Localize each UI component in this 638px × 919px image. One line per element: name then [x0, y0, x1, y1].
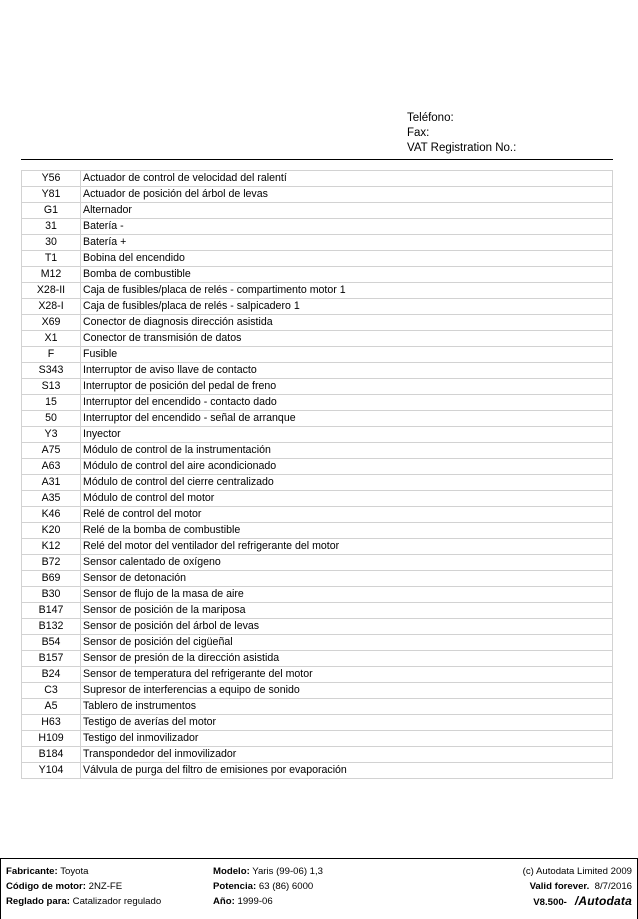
reglado-value: Catalizador regulado: [72, 896, 162, 907]
component-description: Válvula de purga del filtro de emisiones por evaporación: [81, 763, 613, 779]
component-code: F: [22, 347, 81, 363]
table-row: [22, 219, 613, 235]
component-code: B54: [22, 635, 81, 651]
table-row: [22, 443, 613, 459]
component-description: Batería +: [81, 235, 613, 251]
codigo-label: Código de motor:: [6, 881, 86, 892]
table-row: [22, 699, 613, 715]
component-description: Módulo de control del cierre centralizado: [81, 475, 613, 491]
table-row: [22, 523, 613, 539]
table-row: [22, 747, 613, 763]
component-description: Sensor de detonación: [81, 571, 613, 587]
component-code: X28-I: [22, 299, 81, 315]
component-code: X69: [22, 315, 81, 331]
table-row: [22, 555, 613, 571]
component-code: K20: [22, 523, 81, 539]
component-description: Tablero de instrumentos: [81, 699, 613, 715]
table-row: [22, 507, 613, 523]
table-row: [22, 459, 613, 475]
contact-block: [407, 111, 516, 156]
component-description: Sensor de flujo de la masa de aire: [81, 587, 613, 603]
fabricante-label: Fabricante:: [6, 866, 58, 877]
component-description: Supresor de interferencias a equipo de sonido: [81, 683, 613, 699]
component-description: Caja de fusibles/placa de relés - compartimento motor 1: [81, 283, 613, 299]
component-code: 15: [22, 395, 81, 411]
component-code: S343: [22, 363, 81, 379]
component-description: Sensor de posición del árbol de levas: [81, 619, 613, 635]
component-description: Sensor de posición del cigüeñal: [81, 635, 613, 651]
component-description: Sensor de presión de la dirección asistida: [81, 651, 613, 667]
table-row: [22, 491, 613, 507]
component-code: A63: [22, 459, 81, 475]
copyright: (c) Autodata Limited 2009: [522, 866, 632, 877]
component-code: H109: [22, 731, 81, 747]
component-description: Batería -: [81, 219, 613, 235]
component-code: X1: [22, 331, 81, 347]
table-row: [22, 587, 613, 603]
modelo-value: Yaris (99-06) 1,3: [252, 866, 324, 877]
valid-label: Valid forever.: [529, 881, 590, 892]
table-row: [22, 619, 613, 635]
component-code: B30: [22, 587, 81, 603]
table-row: [22, 427, 613, 443]
component-description: Interruptor de aviso llave de contacto: [81, 363, 613, 379]
component-code: T1: [22, 251, 81, 267]
table-row: [22, 267, 613, 283]
table-row: [22, 331, 613, 347]
fabricante-value: Toyota: [60, 866, 89, 877]
component-description: Módulo de control del aire acondicionado: [81, 459, 613, 475]
table-row: [22, 171, 613, 187]
component-code: Y81: [22, 187, 81, 203]
table-row: [22, 235, 613, 251]
component-code: H63: [22, 715, 81, 731]
component-code: Y104: [22, 763, 81, 779]
component-code: K46: [22, 507, 81, 523]
table-row: [22, 635, 613, 651]
table-row: [22, 411, 613, 427]
component-code: Y56: [22, 171, 81, 187]
component-code: B132: [22, 619, 81, 635]
table-row: [22, 347, 613, 363]
component-description: Transpondedor del inmovilizador: [81, 747, 613, 763]
component-code: B72: [22, 555, 81, 571]
table-row: [22, 283, 613, 299]
component-table: [21, 170, 613, 779]
component-description: Interruptor de posición del pedal de freno: [81, 379, 613, 395]
table-row: [22, 251, 613, 267]
table-row: [22, 651, 613, 667]
footer-fabricante: [6, 866, 88, 877]
component-description: Relé de control del motor: [81, 507, 613, 523]
component-code: B69: [22, 571, 81, 587]
table-row: [22, 395, 613, 411]
footer-potencia: [213, 881, 313, 892]
component-code: B24: [22, 667, 81, 683]
table-row: [22, 715, 613, 731]
table-row: [22, 203, 613, 219]
component-description: Bobina del encendido: [81, 251, 613, 267]
footer-valid: [530, 881, 632, 892]
component-code: A75: [22, 443, 81, 459]
component-code: C3: [22, 683, 81, 699]
component-description: Testigo de averías del motor: [81, 715, 613, 731]
component-description: Caja de fusibles/placa de relés - salpicadero 1: [81, 299, 613, 315]
component-description: Módulo de control del motor: [81, 491, 613, 507]
footer-reglado: [6, 896, 161, 907]
component-description: Testigo del inmovilizador: [81, 731, 613, 747]
footer-modelo: [213, 866, 323, 877]
fax-label: Fax:: [407, 127, 430, 139]
component-code: A31: [22, 475, 81, 491]
component-code: 31: [22, 219, 81, 235]
footer-codigo: [6, 881, 122, 892]
component-description: Alternador: [81, 203, 613, 219]
table-row: [22, 683, 613, 699]
component-description: Bomba de combustible: [81, 267, 613, 283]
modelo-label: Modelo:: [213, 866, 250, 877]
component-description: Interruptor del encendido - señal de arranque: [81, 411, 613, 427]
table-row: [22, 363, 613, 379]
component-code: B184: [22, 747, 81, 763]
table-row: [22, 603, 613, 619]
table-row: [22, 571, 613, 587]
component-code: 30: [22, 235, 81, 251]
vat-label: VAT Registration No.:: [407, 142, 517, 154]
component-description: Sensor calentado de oxígeno: [81, 555, 613, 571]
component-code: A5: [22, 699, 81, 715]
table-row: [22, 299, 613, 315]
potencia-value: 63 (86) 6000: [258, 881, 314, 892]
table-row: [22, 763, 613, 779]
component-description: Sensor de posición de la mariposa: [81, 603, 613, 619]
component-code: A35: [22, 491, 81, 507]
component-code: K12: [22, 539, 81, 555]
component-description: Inyector: [81, 427, 613, 443]
component-code: S13: [22, 379, 81, 395]
footer-ano: [213, 896, 273, 907]
component-description: Fusible: [81, 347, 613, 363]
header-divider: [21, 159, 613, 160]
component-description: Conector de transmisión de datos: [81, 331, 613, 347]
component-description: Conector de diagnosis dirección asistida: [81, 315, 613, 331]
component-code: Y3: [22, 427, 81, 443]
table-row: [22, 667, 613, 683]
component-code: 50: [22, 411, 81, 427]
codigo-value: 2NZ-FE: [88, 881, 123, 892]
table-row: [22, 475, 613, 491]
component-description: Módulo de control de la instrumentación: [81, 443, 613, 459]
table-row: [22, 379, 613, 395]
table-row: [22, 731, 613, 747]
table-row: [22, 539, 613, 555]
component-description: Relé de la bomba de combustible: [81, 523, 613, 539]
ano-label: Año:: [213, 896, 235, 907]
component-code: M12: [22, 267, 81, 283]
component-code: X28-II: [22, 283, 81, 299]
component-description: Actuador de control de velocidad del ralentí: [81, 171, 613, 187]
autodata-logo: /Autodata: [574, 894, 632, 908]
potencia-label: Potencia:: [213, 881, 257, 892]
footer-brand: [533, 894, 632, 908]
reglado-label: Reglado para:: [6, 896, 70, 907]
component-code: G1: [22, 203, 81, 219]
component-description: Sensor de temperatura del refrigerante del motor: [81, 667, 613, 683]
component-code: B157: [22, 651, 81, 667]
component-description: Interruptor del encendido - contacto dado: [81, 395, 613, 411]
valid-date: 8/7/2016: [594, 881, 632, 892]
ano-value: 1999-06: [237, 896, 273, 907]
component-description: Relé del motor del ventilador del refrigerante del motor: [81, 539, 613, 555]
component-description: Actuador de posición del árbol de levas: [81, 187, 613, 203]
table-row: [22, 187, 613, 203]
version-label: V8.500-: [533, 897, 567, 908]
footer: [0, 858, 638, 919]
component-code: B147: [22, 603, 81, 619]
table-row: [22, 315, 613, 331]
phone-label: Teléfono:: [407, 112, 454, 124]
